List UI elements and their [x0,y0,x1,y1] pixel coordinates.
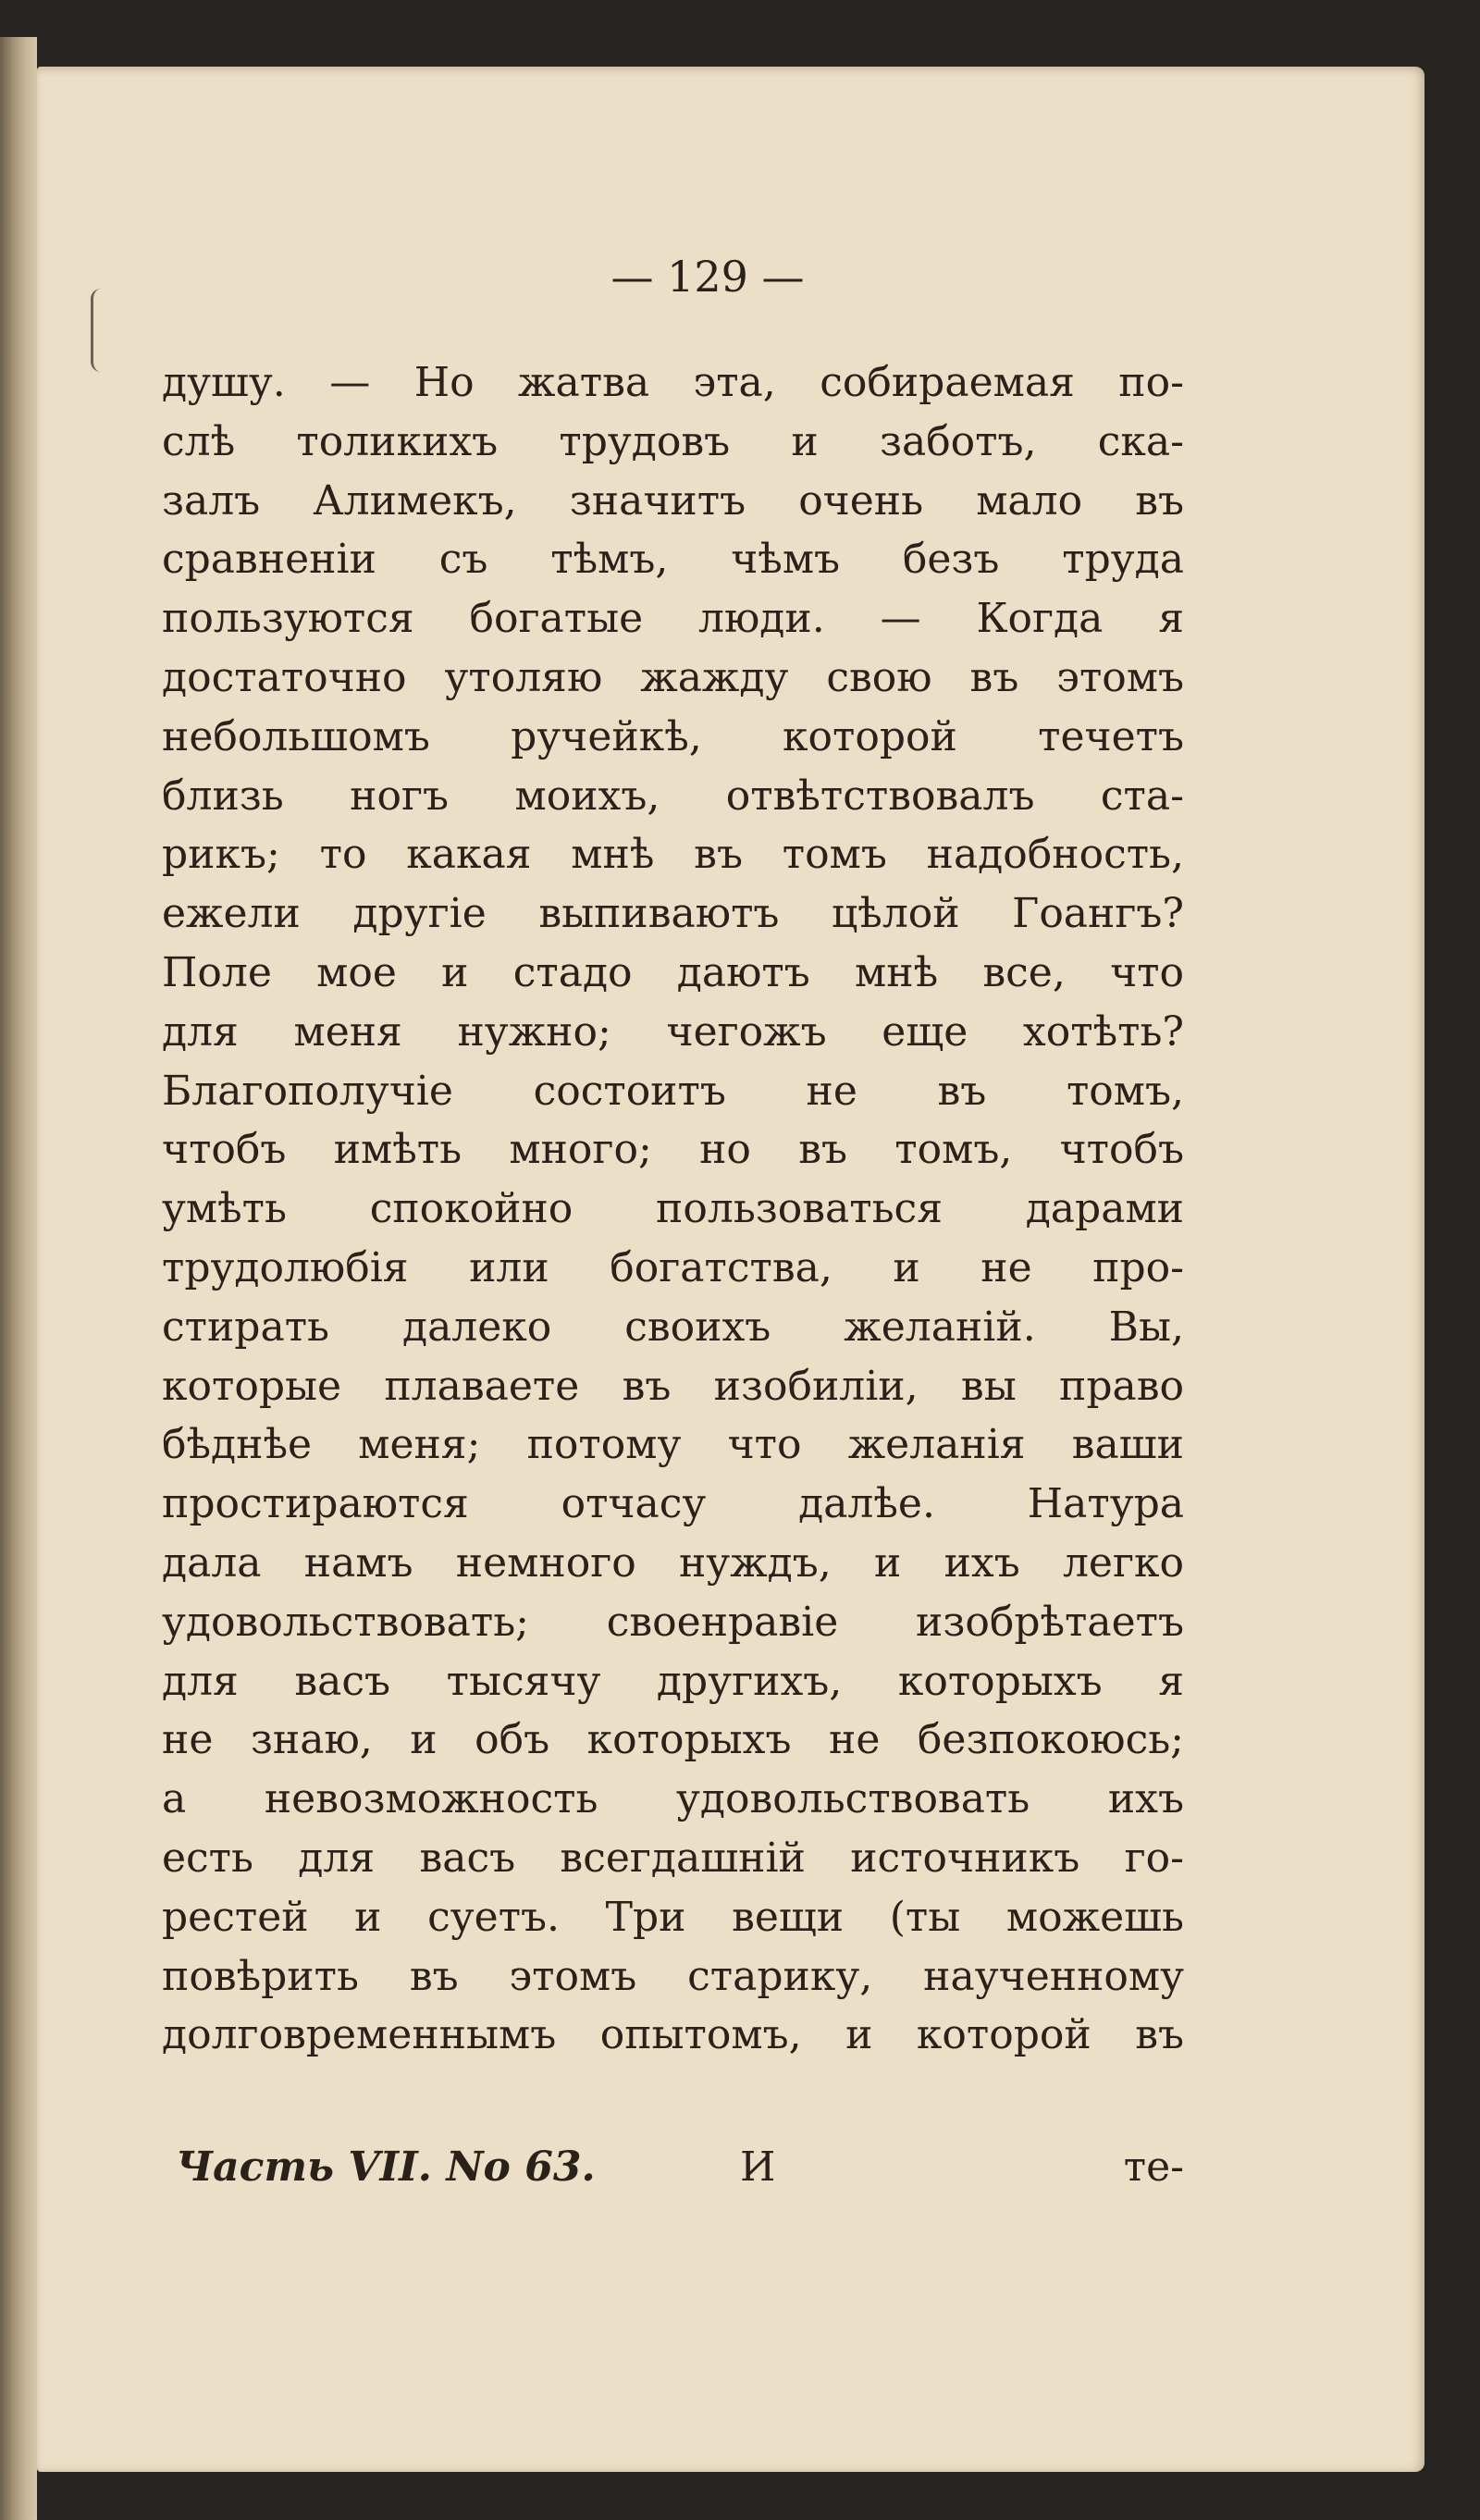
body-text [162,353,1184,2065]
text-line: а невозможность удовольствовать ихъ [162,1775,1184,1823]
text-line: удовольствовать; своенравіе изобрѣтаетъ [162,1598,1184,1646]
page-footer [176,2143,1184,2208]
sheet-mark: И [740,2143,776,2191]
part-signature: Часть VII. No 63. [176,2143,596,2191]
text-line: долговременнымъ опытомъ, и которой въ [162,2011,1184,2059]
text-line: слѣ толикихъ трудовъ и заботъ, ска- [162,417,1184,465]
text-line: повѣрить въ этомъ старику, наученному [162,1952,1184,2000]
text-line: рикъ; то какая мнѣ въ томъ надобность, [162,831,1184,879]
catchword: те- [1123,2143,1184,2191]
text-line: достаточно утоляю жажду свою въ этомъ [162,653,1184,701]
text-line: умѣть спокойно пользоваться дарами [162,1185,1184,1233]
text-line: для васъ тысячу другихъ, которыхъ я [162,1657,1184,1705]
text-line: душу. — Но жатва эта, собираемая по- [162,359,1184,406]
text-line: дала намъ немного нуждъ, и ихъ легко [162,1538,1184,1587]
text-line: для меня нужно; чегожъ еще хотѣть? [162,1007,1184,1056]
text-line: сравненіи съ тѣмъ, чѣмъ безъ труда [162,536,1184,584]
book-page [37,67,1424,2472]
text-line: которые плаваете въ изобиліи, вы право [162,1362,1184,1410]
text-line: трудолюбія или богатства, и не про- [162,1243,1184,1291]
text-line: залъ Алимекъ, значитъ очень мало въ [162,476,1184,525]
text-line: близь ногъ моихъ, отвѣтствовалъ ста- [162,772,1184,820]
text-line: пользуются богатые люди. — Когда я [162,595,1184,643]
text-line: чтобъ имѣть много; но въ томъ, чтобъ [162,1126,1184,1174]
page-number: — 129 — [610,252,805,302]
text-line: простираются отчасу далѣе. Натура [162,1480,1184,1528]
text-line: бѣднѣе меня; потому что желанія ваши [162,1421,1184,1469]
text-line: Благополучіе состоитъ не въ томъ, [162,1067,1184,1115]
book-binding [0,37,37,2520]
text-line: небольшомъ ручейкѣ, которой течетъ [162,712,1184,760]
text-line: есть для васъ всегдашній источникъ го- [162,1834,1184,1882]
text-line: стирать далеко своихъ желаній. Вы, [162,1303,1184,1351]
text-line: не знаю, и объ которыхъ не безпокоюсь; [162,1716,1184,1764]
text-line: Поле мое и стадо даютъ мнѣ все, что [162,948,1184,996]
text-line: рестей и суетъ. Три вещи (ты можешь [162,1893,1184,1941]
text-line: ежели другіе выпиваютъ цѣлой Гоангъ? [162,890,1184,938]
